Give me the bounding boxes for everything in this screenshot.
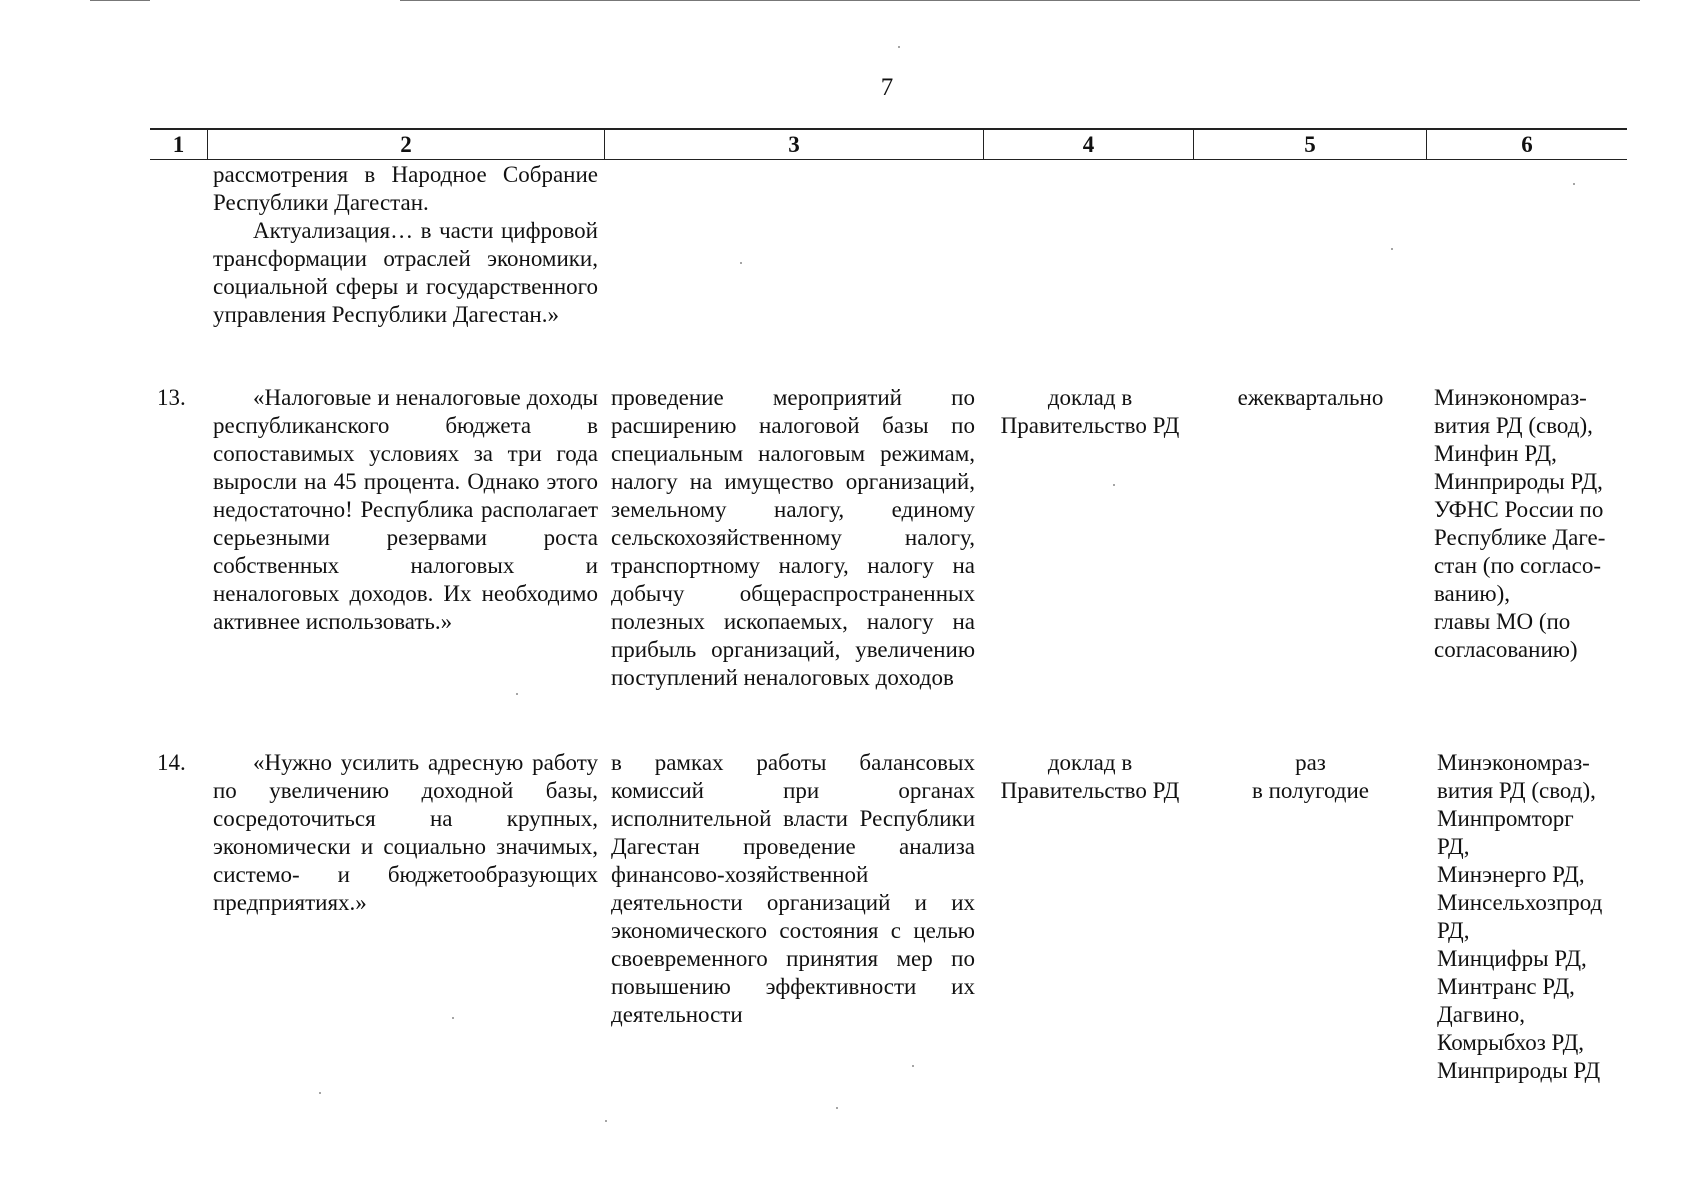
period-line: раз <box>1295 750 1326 775</box>
scan-speck <box>516 693 518 695</box>
responsible-line: Минэкономраз- <box>1437 750 1590 775</box>
row-responsible <box>1437 749 1632 1085</box>
responsible-line: Минпромторг <box>1437 806 1574 831</box>
row-number: 14. <box>157 750 186 775</box>
row-responsible <box>1434 384 1629 664</box>
responsible-line: Минэкономраз- <box>1434 385 1587 410</box>
responsible-line: согласованию) <box>1434 637 1578 662</box>
form-line: доклад в <box>1047 750 1133 775</box>
scan-speck <box>912 1065 914 1067</box>
responsible-line: стан (по согласо- <box>1434 553 1602 578</box>
scan-speck <box>452 1017 454 1019</box>
page-number: 7 <box>880 74 894 101</box>
responsible-line: РД, <box>1437 834 1470 859</box>
responsible-line: Минсельхозпрод <box>1437 890 1603 915</box>
scan-edge-rule <box>90 0 150 1</box>
scan-speck <box>1573 183 1575 185</box>
header-col-3: 3 <box>604 130 983 159</box>
responsible-line: УФНС России по <box>1434 497 1604 522</box>
continuation-paragraph: Актуализация… в части цифровой трансформации отраслей экономики, социальной сферы и государственного управления Республики Дагестан.» <box>213 218 598 327</box>
row-quote: «Нужно усилить адресную работу по увеличению доходной базы, сосредоточиться на крупных, экономически и социально значимых, системо- и бюджетообразующих предприятиях.» <box>213 750 598 915</box>
scan-speck <box>319 1092 321 1094</box>
scan-edge-rule <box>400 0 1640 1</box>
row-number: 13. <box>157 385 186 410</box>
period-line: в полугодие <box>1251 778 1369 803</box>
scan-speck <box>1113 484 1115 486</box>
form-line: доклад в <box>1047 385 1133 410</box>
responsible-line: Республике Даге- <box>1434 525 1606 550</box>
form-line: Правительство РД <box>1000 413 1180 438</box>
responsible-line: вития РД (свод), <box>1437 778 1596 803</box>
responsible-line: Минцифры РД, <box>1437 946 1587 971</box>
header-col-1: 1 <box>172 132 185 157</box>
scan-speck <box>605 1120 607 1122</box>
responsible-line: Дагвино, <box>1437 1002 1526 1027</box>
scan-speck <box>898 46 900 48</box>
responsible-line: Минфин РД, <box>1434 441 1557 466</box>
responsible-line: Минприроды РД <box>1437 1058 1601 1083</box>
responsible-line: Комрыбхоз РД, <box>1437 1030 1585 1055</box>
responsible-line: вития РД (свод), <box>1434 413 1593 438</box>
table-header-row <box>150 128 1627 160</box>
header-col-6: 6 <box>1426 130 1627 159</box>
row-report-form <box>985 384 1195 440</box>
row-report-form <box>985 749 1195 805</box>
row-period <box>1198 749 1423 805</box>
responsible-line: Минэнерго РД, <box>1437 862 1585 887</box>
responsible-line: Минтранс РД, <box>1437 974 1575 999</box>
header-col-4: 4 <box>983 130 1193 159</box>
row-quote: «Налоговые и неналоговые доходы республиканского бюджета в сопоставимых условиях за три года выросли на 45 процента. Однако этого недостаточно! Республика располагает серьезными резервами роста собственных налоговых и неналоговых доходов. Их необходимо активнее использовать.» <box>213 385 598 634</box>
scan-speck <box>1391 248 1393 250</box>
header-col-5: 5 <box>1193 130 1426 159</box>
period-line: ежеквартально <box>1237 385 1384 410</box>
scan-speck <box>740 262 742 264</box>
responsible-line: Минприроды РД, <box>1434 469 1603 494</box>
scan-speck <box>836 1107 838 1109</box>
responsible-line: РД, <box>1437 918 1470 943</box>
row-period <box>1198 384 1423 412</box>
row-measures: в рамках работы балансовых комиссий при органах исполнительной власти Республики Дагестан проведение анализа финансово-хозяйственной деятельности организаций и их экономического состояния с целью своевременного принятия мер по повышению эффективности их деятельности <box>611 750 975 1027</box>
form-line: Правительство РД <box>1000 778 1180 803</box>
row-measures: проведение мероприятий по расширению налоговой базы по специальным налоговым режимам, налогу на имущество организаций, земельному налогу, единому сельскохозяйственному налогу, транспортному налогу, налогу на добычу общераспространенных полезных ископаемых, налогу на прибыль организаций, увеличению поступлений неналоговых доходов <box>611 385 975 690</box>
header-col-2: 2 <box>207 130 604 159</box>
responsible-line: ванию), <box>1434 581 1510 606</box>
responsible-line: главы МО (по <box>1434 609 1571 634</box>
continuation-paragraph: рассмотрения в Народное Собрание Республики Дагестан. <box>213 162 598 215</box>
